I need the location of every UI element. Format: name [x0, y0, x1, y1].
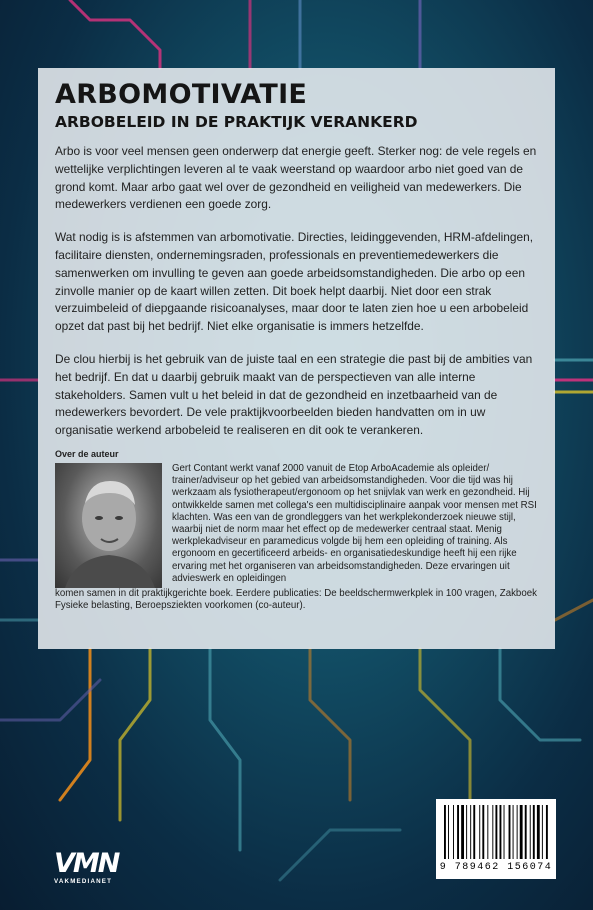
barcode-bar: [520, 805, 523, 859]
barcode-bar: [461, 805, 464, 859]
barcode-bar: [542, 805, 543, 859]
blurb-paragraph-3: De clou hierbij is het gebruik van de juiste taal en een strategie die past bij de ambities van het bedrijf. En dat u daarbij gebruik maakt van de perspectieven van alle interne stakeholders. Samen vult u het beleid in dat de gezondheid en inzetbaarheid van de medewerkers bevordert. De vele praktijkvoorbeelden bieden handvatten om in uw organisatie werkend arbobeleid te realiseren en dit ook te verankeren.: [55, 351, 533, 438]
barcode-bar: [466, 805, 467, 859]
barcode-bar: [537, 805, 540, 859]
barcode-bar: [504, 805, 505, 859]
barcode-bar: [546, 805, 548, 859]
blurb-paragraph-2: Wat nodig is is afstemmen van arbomotivatie. Directies, leidinggevenden, HRM-afdelingen, facilitaire diensten, ondernemingsraden, professionals en preventiemedewerkers die samenwerken om invulling te geven aan goede arbeidsomstandigheden. Die arbo op een zinvolle manier op de kaart willen zetten. Dit boek helpt daarbij. Niet door een strak verzuimbeleid of diepgaande risicoanalyses, maar door te laten zien hoe u een arbobeleid opzet dat past bij het bedrijf. Niet elke organisatie is immers hetzelfde.: [55, 230, 534, 334]
barcode-bar: [482, 805, 484, 859]
author-bio: Gert Contant werkt vanaf 2000 vanuit de Etop ArboAcademie als opleider/ trainer/adviseur op het gebied van arbeidsomstandigheden. Voor die tijd was hij werkzaam als fysiotherapeut/ergonoom op het snijvlak van werk en gezondheid. Hij ontwikkelde samen met collega's een multidisciplinaire aanpak voor mensen met RSI klachten. Was een van de grondleggers van het werkplekonderzoek nieuwe stijl, waarbij niet de norm maar het effect op de medewerker centraal staat. Menig werkplekadviseur en paramedicus volgde bij hem een opleiding of training. Als ergonoom en gecertificeerd arbeids- en organisatiedeskundige heeft hij een rijke ervaring met het organiseren van arbeidsomstandigheden. Deze ervaringen uit advieswerk en opleidingen: [172, 462, 537, 584]
book-subtitle: ARBOBELEID IN DE PRAKTIJK VERANKERD: [55, 113, 418, 131]
barcode-bars: [436, 799, 556, 861]
barcode-bar: [533, 805, 535, 859]
barcode-bar: [530, 805, 531, 859]
barcode-bar: [470, 805, 471, 859]
barcode-bar: [453, 805, 454, 859]
isbn-barcode: [436, 799, 556, 879]
barcode-bar: [500, 805, 502, 859]
publisher-logo: [54, 850, 144, 890]
author-bio-continued: komen samen in dit praktijkgerichte boek. Eerdere publicaties: De beeldschermwerkplek in 100 vragen, Zakboek Fysieke belasting, Beroepsziekten voorkomen (co-auteur).: [55, 587, 537, 612]
author-portrait-image: [55, 463, 162, 588]
barcode-bar: [479, 805, 480, 859]
barcode-bar: [487, 805, 488, 859]
author-section-label: Over de auteur: [55, 448, 119, 459]
barcode-bar: [473, 805, 475, 859]
author-photo: [55, 463, 162, 588]
author-section: [55, 463, 540, 613]
barcode-bar: [517, 805, 518, 859]
barcode-bar: [513, 805, 514, 859]
blurb-paragraph-1: Arbo is voor veel mensen geen onderwerp dat energie geeft. Sterker nog: de vele regels en wettelijke verplichtingen leveren al te vaak weerstand op waardoor arbo niet goed van de grond komt. Maar arbo gaat wel over de gezondheid en veiligheid van medewerkers. Die medewerkers verdienen een goede zorg.: [55, 144, 537, 212]
barcode-bar: [525, 805, 527, 859]
barcode-bar: [457, 805, 459, 859]
publisher-name: VAKMEDIANET: [54, 878, 113, 885]
barcode-bar: [509, 805, 511, 859]
barcode-bar: [495, 805, 497, 859]
isbn-number: 9 789462 156074: [439, 862, 553, 873]
barcode-bar: [444, 805, 446, 859]
barcode-bar: [492, 805, 493, 859]
publisher-logo-mark: VMN: [54, 848, 119, 879]
back-cover-panel: [38, 68, 555, 649]
barcode-bar: [448, 805, 449, 859]
book-title: ARBOMOTIVATIE: [55, 79, 308, 110]
